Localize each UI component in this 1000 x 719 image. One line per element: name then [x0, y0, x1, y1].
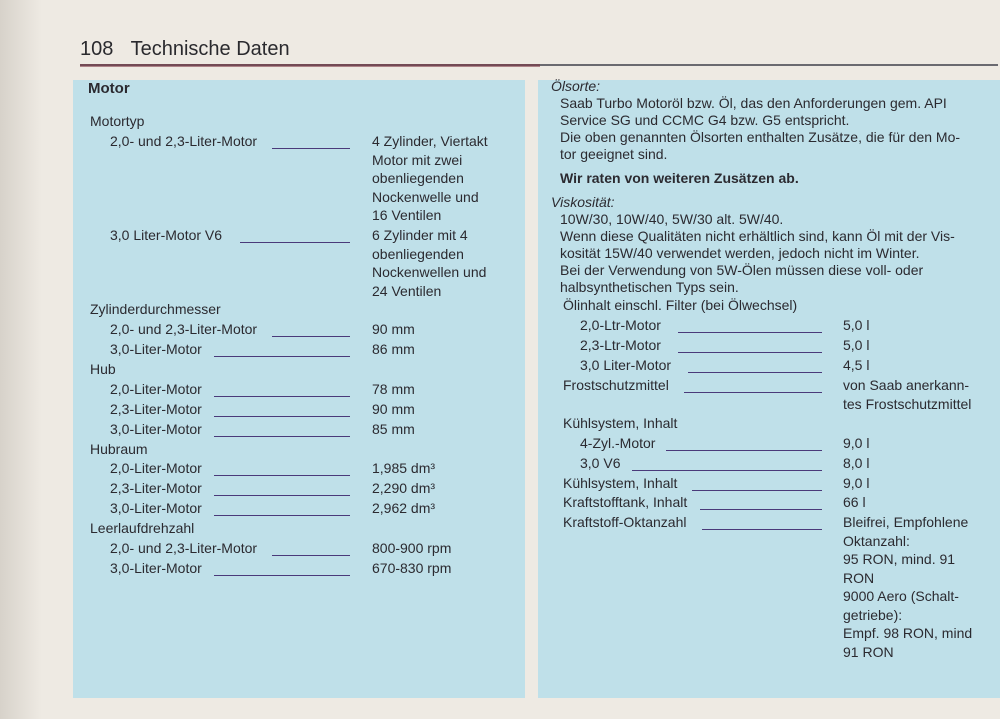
spec-value: 5,0 l: [843, 337, 870, 353]
viscosity-text: kosität 15W/40 verwendet werden, jedoch nicht im Winter.: [560, 245, 920, 261]
spec-value: 5,0 l: [843, 317, 870, 333]
value-line: 4 Zylinder, Viertakt: [372, 133, 488, 149]
spec-value: 90 mm: [372, 321, 415, 337]
leader-line: [678, 332, 822, 333]
leader-line: [214, 356, 350, 357]
value-line: 91 RON: [843, 643, 894, 660]
spec-label: 2,3-Ltr-Motor: [580, 337, 661, 353]
page-number: 108: [80, 38, 114, 60]
value-line: getriebe):: [843, 606, 903, 623]
leader-line: [214, 416, 350, 417]
spec-label: 2,0-Ltr-Motor: [580, 317, 661, 333]
leader-line: [272, 555, 350, 556]
row-label: 2,0- und 2,3-Liter-Motor: [110, 133, 258, 149]
spec-label: 2,3-Liter-Motor: [110, 401, 202, 417]
oil-type-text: Saab Turbo Motoröl bzw. Öl, das den Anforderungen gem. API: [560, 95, 947, 111]
viscosity-text: Wenn diese Qualitäten nicht erhältlich sind, kann Öl mit der Vis-: [560, 228, 955, 244]
leader-line: [684, 392, 822, 393]
leader-line: [214, 436, 350, 437]
value-line: von Saab anerkann-: [843, 377, 970, 393]
spec-label: 2,0-Liter-Motor: [110, 460, 202, 476]
motor-section-title: Motor: [88, 80, 130, 97]
leader-line: [272, 148, 350, 149]
spec-label: Kraftstofftank, Inhalt: [563, 494, 688, 510]
leader-line: [692, 490, 822, 491]
octane-value: [843, 513, 972, 661]
value-line: Motor mit zwei: [372, 151, 463, 168]
spec-value: 4,5 l: [843, 357, 870, 373]
cooling-heading: Kühlsystem, Inhalt: [563, 415, 678, 431]
oil-type-text: Service SG und CCMC G4 bzw. G5 entspricht.: [560, 112, 850, 128]
leader-line: [214, 475, 350, 476]
value-line: Nockenwellen und: [372, 264, 487, 280]
value-line: 6 Zylinder mit 4: [372, 227, 468, 243]
value-line: RON: [843, 569, 875, 586]
value-line: Bleifrei, Empfohlene: [843, 514, 969, 530]
spec-label: 2,0- und 2,3-Liter-Motor: [110, 321, 258, 337]
spec-value: 2,962 dm³: [372, 500, 436, 516]
motortyp-heading: Motortyp: [90, 113, 145, 129]
value-line: Oktanzahl:: [843, 532, 910, 549]
header-accent: [80, 64, 540, 67]
leader-line: [240, 242, 350, 243]
value-line: 9000 Aero (Schalt-: [843, 588, 959, 604]
row-label: 3,0 Liter-Motor V6: [110, 227, 223, 243]
oil-type-heading: Ölsorte:: [551, 78, 601, 94]
viscosity-text: halbsynthetischen Typs sein.: [560, 279, 739, 295]
value-line: 16 Ventilen: [372, 207, 442, 223]
spec-label: 2,3-Liter-Motor: [110, 480, 202, 496]
oil-type-text: tor geeignet sind.: [560, 146, 668, 162]
spec-value: 2,290 dm³: [372, 480, 436, 496]
spec-value: 9,0 l: [843, 435, 870, 451]
viscosity-text: 10W/30, 10W/40, 5W/30 alt. 5W/40.: [560, 211, 784, 227]
viscosity-text: Bei der Verwendung von 5W-Ölen müssen diese voll- oder: [560, 262, 924, 278]
spec-label: Kühlsystem, Inhalt: [563, 475, 678, 491]
spec-value: 66 l: [843, 494, 866, 510]
oil-type-text: Die oben genannten Ölsorten enthalten Zusätze, die für den Mo-: [560, 129, 961, 145]
spec-label: 3,0 V6: [580, 455, 621, 471]
leader-line: [214, 575, 350, 576]
value-line: Empf. 98 RON, mind: [843, 625, 973, 641]
leader-line: [272, 336, 350, 337]
spec-label: 2,0-Liter-Motor: [110, 381, 202, 397]
leader-line: [688, 372, 822, 373]
motortyp-row-2-value: [372, 226, 486, 300]
value-line: 24 Ventilen: [372, 282, 442, 299]
additive-warning: Wir raten von weiteren Zusätzen ab.: [560, 170, 799, 186]
spec-label: 3,0-Liter-Motor: [110, 421, 202, 437]
octane-label: Kraftstoff-Oktanzahl: [563, 514, 687, 530]
spec-label: 3,0-Liter-Motor: [110, 341, 202, 357]
viscosity-heading: Viskosität:: [551, 194, 615, 210]
spec-label: 3,0-Liter-Motor: [110, 500, 202, 516]
value-line: obenliegenden: [372, 170, 464, 186]
page-edge-shadow: [0, 0, 42, 719]
hubraum-heading: Hubraum: [90, 441, 148, 457]
spec-label: 3,0-Liter-Motor: [110, 560, 202, 576]
leader-line: [214, 515, 350, 516]
spec-value: 90 mm: [372, 401, 415, 417]
spec-value: 78 mm: [372, 381, 415, 397]
motortyp-row-1-value: [372, 132, 488, 225]
spec-value: 86 mm: [372, 341, 415, 357]
antifreeze-value: [843, 376, 971, 413]
spec-value: 85 mm: [372, 421, 415, 437]
value-line: obenliegenden: [372, 245, 464, 262]
value-line: 95 RON, mind. 91: [843, 551, 956, 567]
leader-line: [700, 509, 822, 510]
leader-line: [214, 396, 350, 397]
page-header: [80, 38, 290, 61]
spec-label: 3,0 Liter-Motor: [580, 357, 672, 373]
page-title: Technische Daten: [130, 38, 290, 60]
spec-label: 2,0- und 2,3-Liter-Motor: [110, 540, 258, 556]
motortyp-row-2: [110, 226, 222, 245]
leader-line: [214, 495, 350, 496]
leader-line: [632, 470, 822, 471]
zylinder-heading: Zylinderdurchmesser: [90, 301, 221, 317]
motortyp-row-1: [110, 132, 257, 151]
spec-value: 1,985 dm³: [372, 460, 436, 476]
oil-capacity-heading: Ölinhalt einschl. Filter (bei Ölwechsel): [563, 297, 798, 313]
hub-heading: Hub: [90, 361, 116, 377]
value-line: Nockenwelle und: [372, 188, 479, 205]
spec-value: 8,0 l: [843, 455, 870, 471]
value-line: tes Frostschutzmittel: [843, 395, 972, 412]
leerlauf-heading: Leerlaufdrehzahl: [90, 520, 195, 536]
spec-value: 670-830 rpm: [372, 560, 452, 576]
antifreeze-label: Frostschutzmittel: [563, 377, 669, 393]
spec-value: 800-900 rpm: [372, 540, 452, 556]
leader-line: [702, 529, 822, 530]
spec-value: 9,0 l: [843, 475, 870, 491]
leader-line: [678, 352, 822, 353]
leader-line: [666, 450, 822, 451]
spec-label: 4-Zyl.-Motor: [580, 435, 656, 451]
